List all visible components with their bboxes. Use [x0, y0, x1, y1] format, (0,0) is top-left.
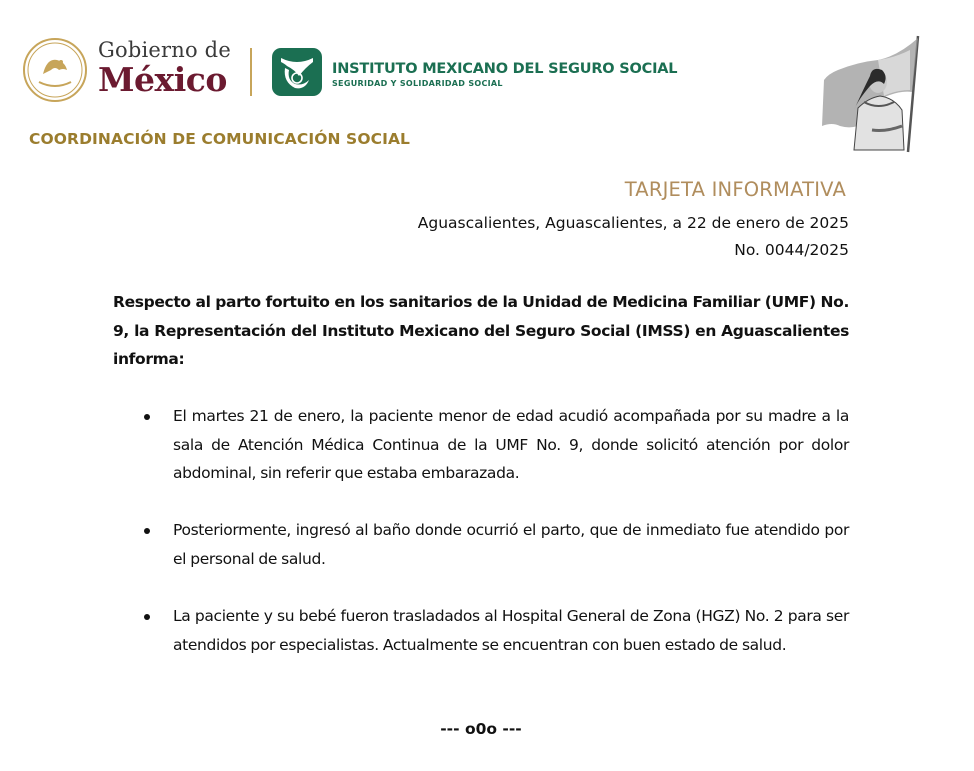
bullet-icon: [144, 614, 150, 620]
list-item: [113, 602, 849, 659]
imss-line2: SEGURIDAD Y SOLIDARIDAD SOCIAL: [332, 78, 503, 88]
intro-paragraph: Respecto al parto fortuito en los sanitarios de la Unidad de Medicina Familiar (UMF) No. 9, la Representación del Instituto Mexicano del Seguro Social (IMSS) en Aguascalientes informa:: [113, 293, 849, 369]
logo-divider: [250, 48, 252, 96]
bullet-icon: [144, 528, 150, 534]
document-number: No. 0044/2025: [734, 241, 849, 259]
national-seal-icon: [23, 38, 87, 102]
document-title: TARJETA INFORMATIVA: [624, 178, 846, 201]
bullet-list: [113, 402, 849, 688]
list-item-text: El martes 21 de enero, la paciente menor de edad acudió acompañada por su madre a la sala de Atención Médica Continua de la UMF No. 9, donde solicitó atención por dolor abdominal, sin referir que estaba embarazada.: [173, 407, 849, 483]
imss-logo-text: [332, 62, 677, 88]
imss-line1: INSTITUTO MEXICANO DEL SEGURO SOCIAL: [332, 61, 678, 77]
list-item: [113, 402, 849, 488]
list-item-text: Posteriormente, ingresó al baño donde ocurrió el parto, que de inmediato fue atendido por el personal de salud.: [173, 521, 849, 568]
closing-marker: --- o0o ---: [440, 720, 522, 738]
imss-logo-icon: [272, 48, 322, 96]
government-line1: Gobierno de: [98, 38, 231, 62]
government-line2: México: [98, 60, 227, 99]
coordination-heading: COORDINACIÓN DE COMUNICACIÓN SOCIAL: [29, 130, 411, 148]
list-item-text: La paciente y su bebé fueron trasladados al Hospital General de Zona (HGZ) No. 2 para ser atendidos por especialistas. Actualmente se encuentran con buen estado de salud.: [173, 607, 849, 654]
government-logo-text: [98, 38, 231, 99]
document-date-location: Aguascalientes, Aguascalientes, a 22 de enero de 2025: [417, 214, 849, 232]
list-item: [113, 516, 849, 573]
bullet-icon: [144, 414, 150, 420]
woman-with-flag-illustration-icon: [818, 30, 930, 154]
